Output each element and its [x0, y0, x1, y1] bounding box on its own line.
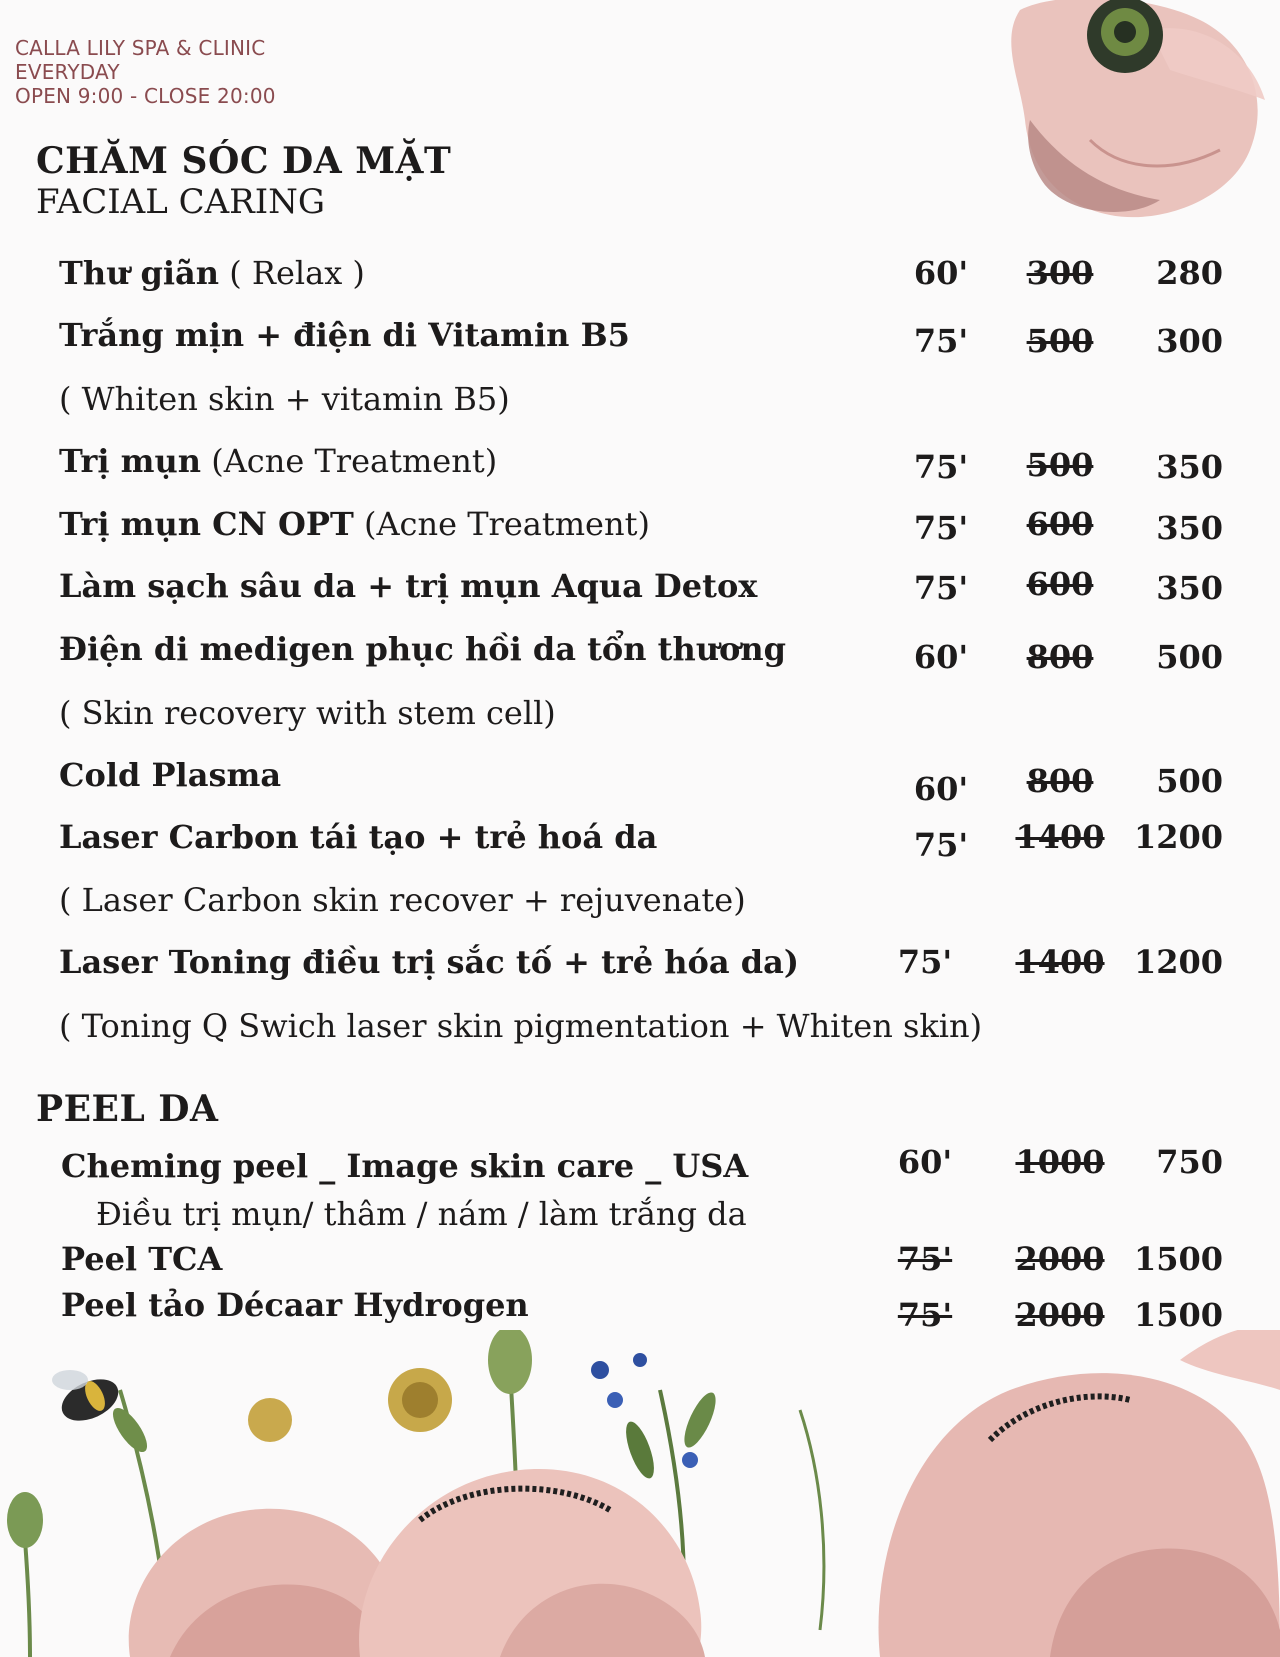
- item-name: Peel TCA: [61, 1240, 223, 1278]
- item-old-price: 800: [1026, 638, 1094, 676]
- item-price: 500: [1156, 762, 1223, 800]
- item-duration: 75': [897, 1296, 953, 1334]
- item-english: (Acne Treatment): [353, 505, 650, 543]
- item-price: 350: [1156, 448, 1223, 486]
- item-price: 350: [1156, 569, 1223, 607]
- item-note: Điều trị mụn/ thâm / nám / làm trắng da: [96, 1195, 747, 1233]
- item-english: (Acne Treatment): [201, 442, 498, 480]
- menu-item: [0, 1286, 1280, 1334]
- item-duration: 60': [913, 638, 969, 676]
- item-old-price: 500: [1026, 446, 1094, 484]
- menu-item: [0, 630, 1280, 674]
- item-duration: 60': [913, 770, 969, 808]
- item-old-price: 2000: [1015, 1240, 1105, 1278]
- item-old-price: 800: [1026, 762, 1094, 800]
- item-name: Trắng mịn + điện di Vitamin B5: [59, 316, 630, 354]
- item-name: Cold Plasma: [59, 756, 282, 794]
- item-price: 1200: [1133, 943, 1223, 981]
- item-duration: 75': [913, 569, 969, 607]
- item-duration: 60': [897, 1143, 953, 1181]
- item-price: 280: [1156, 254, 1223, 292]
- open-days: EVERYDAY: [15, 60, 120, 84]
- floral-illustration-bottom: [0, 1330, 1280, 1657]
- item-price: 1200: [1133, 818, 1223, 856]
- spa-header: [15, 36, 276, 108]
- item-duration: 75': [913, 322, 969, 360]
- item-name: Trị mụn: [59, 442, 202, 480]
- menu-item: [0, 316, 1280, 360]
- item-name: Peel tảo Décaar Hydrogen: [61, 1286, 529, 1324]
- item-name: Thư giãn: [59, 254, 220, 292]
- item-old-price: 300: [1026, 254, 1094, 292]
- opening-hours: OPEN 9:00 - CLOSE 20:00: [15, 84, 276, 108]
- item-old-price: 1000: [1015, 1143, 1105, 1181]
- facial-section-subtitle: FACIAL CARING: [36, 182, 326, 222]
- item-price: 750: [1156, 1143, 1223, 1181]
- item-english: ( Relax ): [219, 254, 365, 292]
- item-note: ( Laser Carbon skin recover + rejuvenate): [59, 881, 746, 919]
- item-name: Làm sạch sâu da + trị mụn Aqua Detox: [59, 567, 758, 605]
- item-name: Laser Carbon tái tạo + trẻ hoá da: [59, 818, 658, 856]
- item-note: ( Whiten skin + vitamin B5): [59, 380, 510, 418]
- facial-section-title: CHĂM SÓC DA MẶT: [36, 140, 452, 182]
- item-name: Trị mụn CN OPT: [59, 505, 354, 543]
- item-old-price: 2000: [1015, 1296, 1105, 1334]
- item-old-price: 1400: [1015, 818, 1105, 856]
- item-duration: 60': [913, 254, 969, 292]
- item-name: Cheming peel _ Image skin care _ USA: [61, 1147, 749, 1185]
- item-duration: 75': [913, 448, 969, 486]
- item-old-price: 600: [1026, 565, 1094, 603]
- item-old-price: 1400: [1015, 943, 1105, 981]
- menu-item: [0, 1240, 1280, 1284]
- item-old-price: 600: [1026, 505, 1094, 543]
- item-price: 350: [1156, 509, 1223, 547]
- menu-item: [0, 1143, 1280, 1191]
- item-note: ( Skin recovery with stem cell): [59, 694, 556, 732]
- item-duration: 75': [897, 1240, 953, 1278]
- menu-item: [0, 756, 1280, 808]
- item-name: Laser Toning điều trị sắc tố + trẻ hóa da): [59, 943, 799, 981]
- item-note: ( Toning Q Swich laser skin pigmentation + Whiten skin): [59, 1007, 983, 1045]
- item-price: 1500: [1133, 1296, 1223, 1334]
- menu-item: [0, 505, 1280, 549]
- item-price: 300: [1156, 322, 1223, 360]
- spa-name: CALLA LILY SPA & CLINIC: [15, 36, 266, 60]
- item-name: Điện di medigen phục hồi da tổn thương: [59, 630, 786, 668]
- item-duration: 75': [897, 943, 953, 981]
- menu-item: [0, 818, 1280, 862]
- item-price: 1500: [1133, 1240, 1223, 1278]
- peel-section-title: PEEL DA: [36, 1088, 219, 1130]
- item-price: 500: [1156, 638, 1223, 676]
- menu-item: [0, 442, 1280, 486]
- menu-item: [0, 943, 1280, 987]
- item-duration: 75': [913, 826, 969, 864]
- item-old-price: 500: [1026, 322, 1094, 360]
- poppy-flower-illustration-top: [1000, 0, 1280, 235]
- menu-item: [0, 567, 1280, 611]
- menu-item: [0, 254, 1280, 298]
- item-duration: 75': [913, 509, 969, 547]
